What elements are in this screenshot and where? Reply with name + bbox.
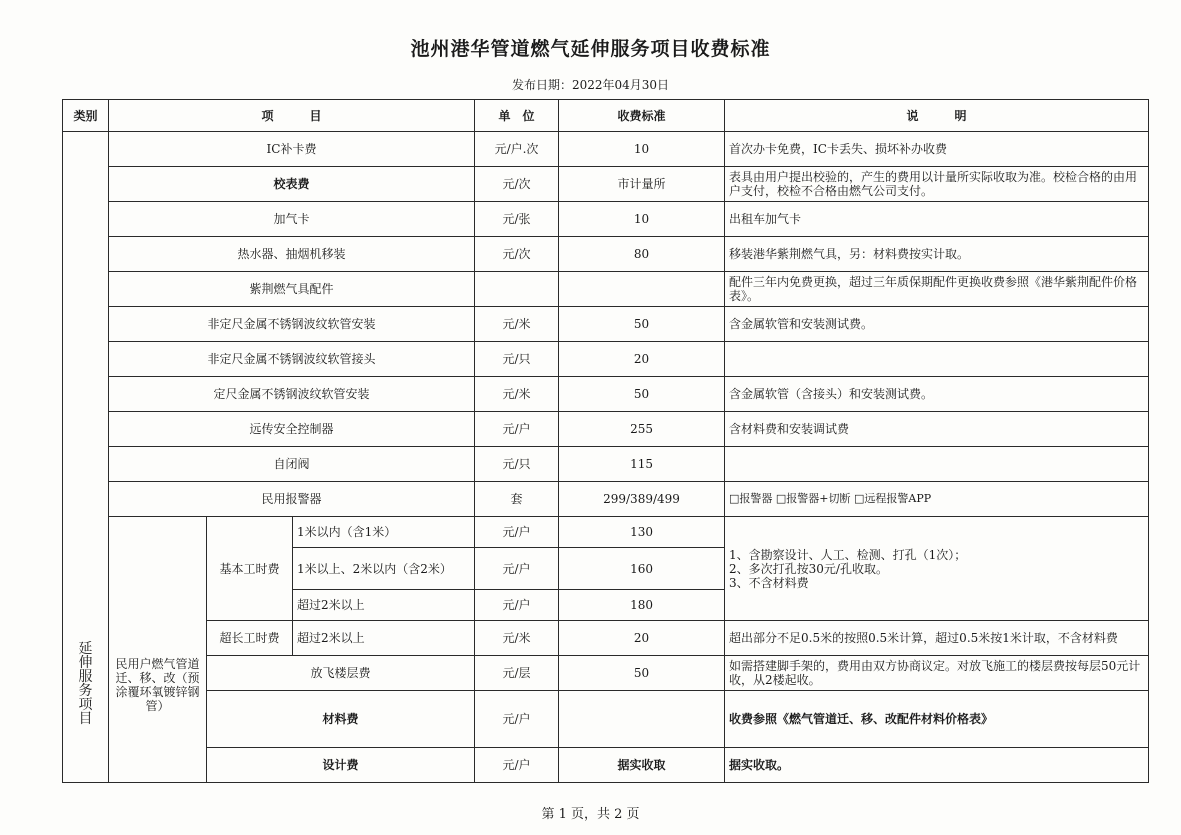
table-row <box>63 656 1149 691</box>
note-cell: 移装港华紫荆燃气具，另：材料费按实计取。 <box>725 237 1149 272</box>
fee-cell: 180 <box>559 590 725 621</box>
unit-cell: 元/户 <box>475 590 559 621</box>
note-cell: 配件三年内免费更换，超过三年质保期配件更换收费参照《港华紫荆配件价格表》。 <box>725 272 1149 307</box>
fee-cell: 160 <box>559 548 725 590</box>
item-cell: 远传安全控制器 <box>109 412 475 447</box>
table-row <box>63 691 1149 748</box>
fee-cell: 50 <box>559 307 725 342</box>
category-cell: 延 伸 服 务 项 目 <box>63 132 109 783</box>
unit-cell: 元/次 <box>475 167 559 202</box>
table-row <box>63 167 1149 202</box>
page-footer: 第 1 页，共 2 页 <box>541 807 640 822</box>
table-row <box>63 307 1149 342</box>
unit-cell: 元/户 <box>475 517 559 548</box>
item-cell: 民用报警器 <box>109 482 475 517</box>
table-row <box>63 517 1149 548</box>
range-cell: 1米以上、2米以内（含2米） <box>293 548 475 590</box>
note-cell: 表具由用户提出校验的，产生的费用以计量所实际收取为准。校检合格的由用户支付，校检不合格由燃气公司支付。 <box>725 167 1149 202</box>
note-cell: 如需搭建脚手架的，费用由双方协商议定。对放飞施工的楼层费按每层50元计收，从2楼起收。 <box>725 656 1149 691</box>
note-cell <box>725 342 1149 377</box>
fee-cell: 市计量所 <box>559 167 725 202</box>
table-row <box>63 377 1149 412</box>
fee-cell: 299/389/499 <box>559 482 725 517</box>
table-row <box>63 272 1149 307</box>
fee-cell: 50 <box>559 656 725 691</box>
unit-cell: 元/户 <box>475 548 559 590</box>
item-cell: 非定尺金属不锈钢波纹软管接头 <box>109 342 475 377</box>
unit-cell: 元/户 <box>475 412 559 447</box>
note-cell: □报警器 □报警器+切断 □远程报警APP <box>725 482 1149 517</box>
table-row <box>63 342 1149 377</box>
note-cell: 含金属软管和安装测试费。 <box>725 307 1149 342</box>
basic-fee-label: 基本工时费 <box>207 517 293 621</box>
unit-cell: 元/只 <box>475 447 559 482</box>
note-cell: 据实收取。 <box>725 748 1149 783</box>
item-cell: 加气卡 <box>109 202 475 237</box>
item-cell: 定尺金属不锈钢波纹软管安装 <box>109 377 475 412</box>
note-cell: 收费参照《燃气管道迁、移、改配件材料价格表》 <box>725 691 1149 748</box>
publish-date: 发布日期：2022年04月30日 <box>511 78 670 92</box>
fee-cell: 50 <box>559 377 725 412</box>
table-row <box>63 482 1149 517</box>
header-unit: 单 位 <box>475 100 559 132</box>
unit-cell <box>475 272 559 307</box>
unit-cell: 元/只 <box>475 342 559 377</box>
note-cell: 含材料费和安装调试费 <box>725 412 1149 447</box>
basic-note-cell: 1、含勘察设计、人工、检测、打孔（1次）； 2、多次打孔按30元/孔收取。 3、不含材料费 <box>725 517 1149 621</box>
fee-cell: 115 <box>559 447 725 482</box>
extra-fee-label: 超长工时费 <box>207 621 293 656</box>
item-cell: 热水器、抽烟机移装 <box>109 237 475 272</box>
unit-cell: 元/层 <box>475 656 559 691</box>
fee-cell: 20 <box>559 342 725 377</box>
range-cell: 超过2米以上 <box>293 621 475 656</box>
fee-table <box>62 99 1149 783</box>
header-category: 类别 <box>63 100 109 132</box>
unit-cell: 元/户.次 <box>475 132 559 167</box>
table-header-row <box>63 100 1149 132</box>
item-cell: 设计费 <box>207 748 475 783</box>
table-row <box>63 237 1149 272</box>
unit-cell: 元/户 <box>475 748 559 783</box>
range-cell: 超过2米以上 <box>293 590 475 621</box>
table-row <box>63 202 1149 237</box>
unit-cell: 元/米 <box>475 377 559 412</box>
item-cell: 非定尺金属不锈钢波纹软管安装 <box>109 307 475 342</box>
table-row <box>63 621 1149 656</box>
table-row <box>63 447 1149 482</box>
unit-cell: 元/张 <box>475 202 559 237</box>
fee-cell: 10 <box>559 132 725 167</box>
fee-cell: 10 <box>559 202 725 237</box>
fee-cell: 130 <box>559 517 725 548</box>
note-cell: 超出部分不足0.5米的按照0.5米计算，超过0.5米按1米计取，不含材料费 <box>725 621 1149 656</box>
note-cell <box>725 447 1149 482</box>
item-cell: 材料费 <box>207 691 475 748</box>
fee-cell: 据实收取 <box>559 748 725 783</box>
note-cell: 首次办卡免费，IC卡丢失、损坏补办收费 <box>725 132 1149 167</box>
fee-cell: 255 <box>559 412 725 447</box>
note-cell: 出租车加气卡 <box>725 202 1149 237</box>
item-cell: IC补卡费 <box>109 132 475 167</box>
table-row <box>63 132 1149 167</box>
table-row <box>63 748 1149 783</box>
fee-cell: 80 <box>559 237 725 272</box>
unit-cell: 元/次 <box>475 237 559 272</box>
note-cell: 含金属软管（含接头）和安装测试费。 <box>725 377 1149 412</box>
header-fee: 收费标准 <box>559 100 725 132</box>
fee-cell <box>559 272 725 307</box>
header-note: 说 明 <box>725 100 1149 132</box>
unit-cell: 套 <box>475 482 559 517</box>
item-cell: 自闭阀 <box>109 447 475 482</box>
unit-cell: 元/户 <box>475 691 559 748</box>
item-cell: 放飞楼层费 <box>207 656 475 691</box>
range-cell: 1米以内（含1米） <box>293 517 475 548</box>
fee-cell <box>559 691 725 748</box>
item-cell: 校表费 <box>109 167 475 202</box>
fee-cell: 20 <box>559 621 725 656</box>
header-item: 项 目 <box>109 100 475 132</box>
unit-cell: 元/米 <box>475 307 559 342</box>
unit-cell: 元/米 <box>475 621 559 656</box>
item-cell: 紫荆燃气具配件 <box>109 272 475 307</box>
table-row <box>63 412 1149 447</box>
relocation-label: 民用户燃气管道迁、移、改（预涂覆环氧镀锌钢管） <box>109 517 207 783</box>
page-title: 池州港华管道燃气延伸服务项目收费标准 <box>410 38 771 60</box>
